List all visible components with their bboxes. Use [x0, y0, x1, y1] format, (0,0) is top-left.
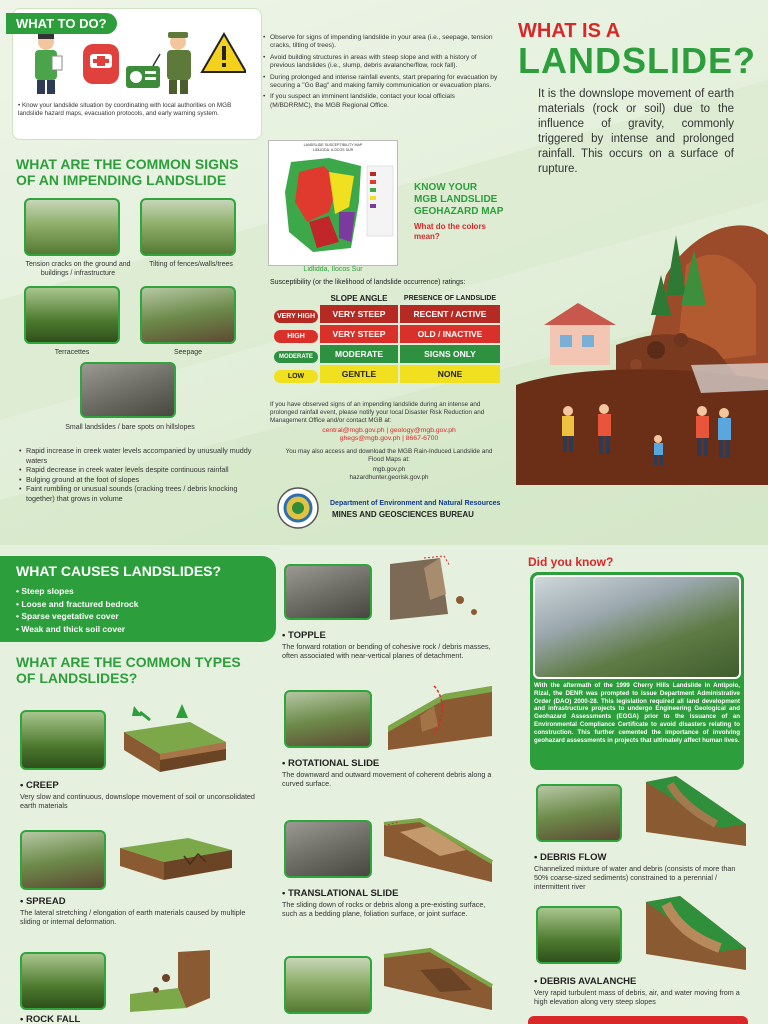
col-presence: PRESENCE OF LANDSLIDE: [403, 295, 497, 302]
translational-desc: The sliding down of rocks or debris along a pre-existing surface, such as a bedding plane, foliation surface, or joint surface.: [282, 900, 486, 918]
sign-bullet: • Rapid increase in creek water levels accompanied by unusually muddy waters: [18, 446, 253, 465]
seepage-photo: [140, 286, 236, 344]
signs-title: [16, 156, 266, 188]
spread-desc: The lateral stretching / elongation of earth materials caused by multiple sliding or internal deformation.: [20, 908, 246, 926]
dept-name: Department of Environment and Natural Resources: [330, 500, 501, 507]
sign-caption: Small landslides / bare spots on hillslopes: [65, 424, 195, 431]
creep-photo: [20, 710, 106, 770]
rating-row: [274, 325, 500, 343]
contact-emails-line2[interactable]: ghegs@mgb.gov.ph | 8667-6700: [339, 435, 439, 443]
rotational-name: • ROTATIONAL SLIDE: [282, 758, 380, 769]
spread-block-diagram: [118, 834, 234, 886]
level-pill: MODERATE: [274, 351, 318, 363]
map-header: [414, 182, 503, 218]
topple-block-diagram: [384, 554, 494, 626]
rating-row: [274, 305, 500, 323]
spread-name: • SPREAD: [20, 896, 66, 907]
contact-text: If you have observed signs of an impending landslide during an intense and prolonged rainfall event, please notify your local Disaster Risk Reduction and Management Office and/or contact MGB at:: [270, 401, 485, 424]
what-to-do-title: WHAT TO DO?: [6, 13, 117, 34]
what-to-do-bullet: • If you suspect an imminent landslide, contact your local officials (M/BDRRMC), the MGB Regional Office.: [262, 93, 498, 110]
topple-desc: The forward rotation or bending of cohesive rock / debris masses, often associated with near-vertical planes of detachment.: [282, 642, 491, 660]
slope-cell: GENTLE: [320, 365, 398, 383]
tilting-fences-photo: [140, 198, 236, 256]
hero-definition: It is the downslope movement of earth materials (rock or soil) due to the influence of gravity, commonly triggered by intense and prolonged rainfall. This occurs on a surface of rupture.: [538, 88, 734, 175]
download-text: You may also access and download the MGB Rain-Induced Landslide and Flood Maps at:: [285, 448, 493, 463]
level-pill: HIGH: [274, 330, 318, 343]
hero-title-line2: LANDSLIDE?: [518, 40, 756, 81]
cause-item-text: Steep slopes: [21, 586, 74, 596]
types-title-line1: WHAT ARE THE COMMON TYPES: [16, 654, 241, 670]
download-link-hazardhunter[interactable]: hazardhunter.georisk.gov.ph: [349, 474, 429, 481]
susceptibility-table: [272, 292, 502, 385]
slide-block-diagram: [380, 946, 496, 1016]
cherry-hills-photo: [533, 575, 741, 679]
map-question: What do the colors mean?: [414, 222, 486, 241]
slope-cell: MODERATE: [320, 345, 398, 363]
debris-avalanche-desc: Very rapid turbulent mass of debris, air, and water moving from a high elevation along very steep slopes: [534, 988, 740, 1006]
rating-row: [274, 365, 500, 383]
sign-caption: Tension cracks on the ground and buildings / infrastructure: [25, 261, 131, 277]
map-heading: [269, 141, 397, 152]
hero-title-line1: WHAT IS A: [518, 20, 621, 42]
rockfall-name: • ROCK FALL: [20, 1014, 81, 1024]
contact-emails[interactable]: [270, 427, 508, 444]
map-graphic: [269, 152, 397, 262]
sign-caption: Seepage: [173, 349, 203, 356]
terracettes-photo: [24, 286, 120, 344]
cause-item-text: Loose and fractured bedrock: [21, 598, 139, 609]
map-header-line2: MGB LANDSLIDE: [414, 194, 498, 205]
spread-photo: [20, 830, 106, 890]
debris-flow-desc: Channelized mixture of water and debris (consists of more than 50% coarse-sized sediments) constrained to a perennial / intermittent river: [534, 864, 736, 891]
what-to-do-bullet: • During prolonged and intense rainfall events, start preparing for evacuation by securing a "Go Bag" and making family communication or evacuation plans.: [262, 74, 498, 91]
types-title-line2: OF LANDSLIDES?: [16, 670, 138, 686]
contact-emails-line1[interactable]: central@mgb.gov.ph | geology@mgb.gov.ph: [322, 427, 456, 434]
map-header-line3: GEOHAZARD MAP: [414, 206, 504, 217]
col-slope-angle: SLOPE ANGLE: [330, 294, 388, 303]
sign-caption: Terracettes: [54, 349, 90, 356]
debris-flow-block-diagram: [636, 772, 750, 852]
rockfall-photo: [20, 952, 106, 1010]
debris-avalanche-block-diagram: [636, 894, 750, 974]
sign-caption: Tilting of fences/walls/trees: [149, 261, 233, 268]
creep-desc: Very slow and continuous, downslope movement of soil or unconsolidated earth materials: [20, 792, 255, 810]
preparedness-illustration: [28, 30, 246, 96]
translational-block-diagram: [380, 816, 496, 886]
cause-item: • Weak and thick soil cover: [16, 623, 126, 634]
landslide-illustration: [516, 215, 768, 485]
small-landslides-photo: [80, 362, 176, 418]
presence-cell: RECENT / ACTIVE: [400, 305, 500, 323]
rockfall-block-diagram: [126, 948, 226, 1014]
tension-cracks-photo: [24, 198, 120, 256]
types-title: [16, 654, 266, 686]
sign-bullet: • Rapid decrease in creek water levels despite continuous rainfall: [18, 465, 253, 475]
causes-title: WHAT CAUSES LANDSLIDES?: [16, 563, 222, 579]
debris-avalanche-photo: [536, 906, 622, 964]
creep-name: • CREEP: [20, 780, 59, 791]
signs-bullets: [18, 446, 253, 503]
signs-title-line1: WHAT ARE THE COMMON SIGNS: [16, 156, 239, 172]
mgb-seal-logo: [276, 486, 320, 530]
presence-cell: NONE: [400, 365, 500, 383]
signs-title-line2: OF AN IMPENDING LANDSLIDE: [16, 172, 227, 188]
susceptibility-grid: [272, 292, 502, 385]
map-location: Lidlidda, Ilocos Sur: [303, 266, 363, 273]
slide-photo: [284, 956, 372, 1014]
cause-item: • Sparse vegetative cover: [16, 611, 119, 621]
what-to-do-bullet: • Observe for signs of impending landslide in your area (i.e., seepage, tension cracks, tilting of trees).: [262, 34, 498, 51]
presence-cell: OLD / INACTIVE: [400, 325, 500, 343]
did-you-know-text: With the aftermath of the 1999 Cherry Hills Landslide in Antipolo, Rizal, the DENR was prompted to issue Department Administrative Order (DAO) 2000-28. This legislation required all land development and infrastructure projects to undergo Engineering Geological and Geohazard Assessments (EGGA) prior to the issuance of an Environmental Compliance Certificate to avoid disasters relating to construction. This further cemented the importance of involving geohazard assessments in projects that ultimately affect human lives.: [534, 682, 740, 744]
causes-list: [16, 585, 138, 635]
map-heading-line1: LANDSLIDE SUSCEPTIBILITY MAP: [303, 143, 363, 147]
what-to-do-bullets: [262, 34, 498, 110]
bureau-name: MINES AND GEOSCIENCES BUREAU: [332, 510, 474, 519]
download-link-mgb[interactable]: mgb.gov.ph: [372, 466, 406, 473]
debris-avalanche-name: • DEBRIS AVALANCHE: [534, 976, 637, 987]
download-links[interactable]: [270, 466, 508, 482]
level-pill: LOW: [274, 370, 318, 383]
sign-bullet: • Faint rumbling or unusual sounds (cracking trees / debris knocking together) that grows in volume: [18, 484, 253, 503]
presence-cell: SIGNS ONLY: [400, 345, 500, 363]
map-header-line1: KNOW YOUR: [414, 182, 478, 193]
sign-bullet: • Bulging ground at the foot of slopes: [18, 475, 253, 485]
topple-name: • TOPPLE: [282, 630, 326, 641]
creep-block-diagram: [120, 702, 230, 774]
bottom-red-banner: [528, 1016, 748, 1024]
translational-photo: [284, 820, 372, 878]
topple-photo: [284, 564, 372, 620]
what-to-do-bullet: • Avoid building structures in areas with steep slope and with a history of previous landslides (i.e., slump, debris avalanche/flow, rock fall).: [262, 54, 498, 71]
translational-name: • TRANSLATIONAL SLIDE: [282, 888, 399, 899]
rotational-desc: The downward and outward movement of coherent debris along a curved surface.: [282, 770, 492, 788]
cause-item-text: Sparse vegetative cover: [21, 611, 119, 621]
susceptibility-caption: Susceptibility (or the likelihood of landslide occurrence) ratings:: [270, 279, 466, 286]
what-to-do-left-text: • Know your landslide situation by coordinating with local authorities on MGB landslide hazard maps, evacuation protocols, and early warning system.: [18, 102, 232, 117]
map-heading-line2: LIDLIDDA, ILOCOS SUR: [312, 147, 354, 152]
cause-item: • Loose and fractured bedrock: [16, 598, 139, 609]
cause-item-text: Weak and thick soil cover: [21, 623, 126, 634]
geohazard-map: [268, 140, 398, 266]
debris-flow-photo: [536, 784, 622, 842]
rotational-photo: [284, 690, 372, 748]
did-you-know-title: Did you know?: [528, 555, 614, 569]
debris-flow-name: • DEBRIS FLOW: [534, 852, 607, 863]
slope-cell: VERY STEEP: [320, 325, 398, 343]
level-pill: VERY HIGH: [274, 310, 318, 323]
rotational-block-diagram: [384, 676, 496, 752]
rating-row: [274, 345, 500, 363]
slope-cell: VERY STEEP: [320, 305, 398, 323]
cause-item: • Steep slopes: [16, 586, 74, 596]
